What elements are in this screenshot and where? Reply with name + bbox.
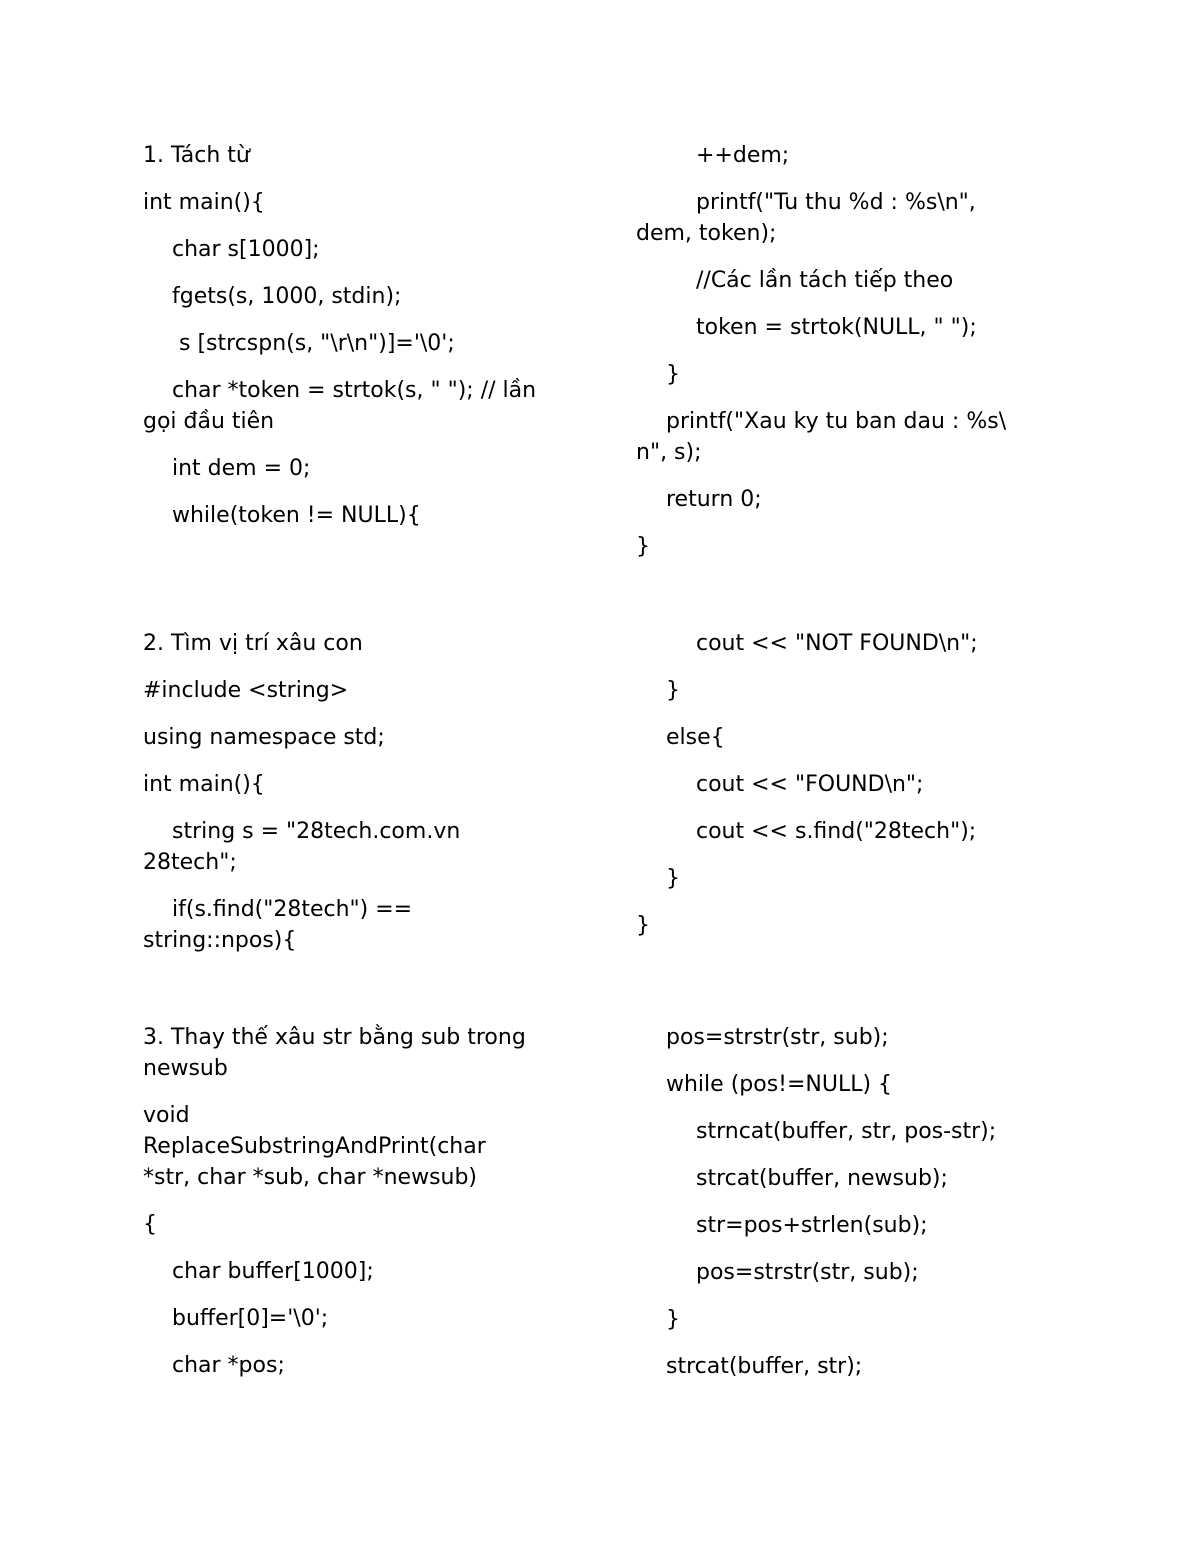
code-comment: //Các lần tách tiếp theo (696, 268, 954, 293)
section-2-right-column (636, 628, 1056, 957)
code-line-wrap: ReplaceSubstringAndPrint(char (143, 1134, 486, 1159)
code-line: int main(){ (143, 772, 265, 797)
code-line: buffer[0]='\0'; (172, 1306, 329, 1331)
code-line: printf("Xau ky tu ban dau : %s\ (666, 409, 1007, 434)
code-line: strncat(buffer, str, pos-str); (696, 1119, 997, 1144)
section-2-heading: 2. Tìm vị trí xâu con (143, 631, 363, 656)
code-line: string s = "28tech.com.vn (172, 819, 461, 844)
code-line: int main(){ (143, 190, 265, 215)
code-line: char buffer[1000]; (172, 1259, 374, 1284)
section-3-heading-wrap: newsub (143, 1056, 228, 1081)
code-line: else{ (666, 725, 725, 750)
code-line: } (666, 362, 680, 387)
code-line: } (666, 866, 680, 891)
code-line: fgets(s, 1000, stdin); (172, 284, 402, 309)
code-line-wrap: 28tech"; (143, 850, 237, 875)
section-1-right-column (636, 140, 1056, 578)
code-line: cout << s.find("28tech"); (696, 819, 977, 844)
code-line: cout << "FOUND\n"; (696, 772, 924, 797)
code-line: if(s.find("28tech") == (172, 897, 413, 922)
code-line: s [strcspn(s, "\r\n")]='\0'; (179, 331, 455, 356)
section-1-heading: 1. Tách từ (143, 143, 250, 168)
code-line: #include <string> (143, 678, 349, 703)
code-line: { (143, 1212, 157, 1237)
code-line: char *token = strtok(s, " "); // lần (172, 378, 537, 403)
code-line-wrap: n", s); (636, 440, 702, 465)
code-line-wrap: dem, token); (636, 221, 777, 246)
code-line: cout << "NOT FOUND\n"; (696, 631, 978, 656)
code-line: char *pos; (172, 1353, 285, 1378)
code-line: while (pos!=NULL) { (666, 1072, 893, 1097)
code-line-wrap: gọi đầu tiên (143, 409, 275, 434)
code-line: pos=strstr(str, sub); (696, 1260, 919, 1285)
section-1-left-column (143, 140, 573, 547)
code-line: int dem = 0; (172, 456, 311, 481)
code-line-wrap: string::npos){ (143, 928, 297, 953)
code-line: printf("Tu thu %d : %s\n", (696, 190, 976, 215)
section-2-left-column (143, 628, 573, 972)
code-line: using namespace std; (143, 725, 385, 750)
code-line-wrap: *str, char *sub, char *newsub) (143, 1165, 478, 1190)
code-line: token = strtok(NULL, " "); (696, 315, 977, 340)
code-line: } (636, 534, 650, 559)
code-line: char s[1000]; (172, 237, 320, 262)
code-line: while(token != NULL){ (172, 503, 421, 528)
code-line: strcat(buffer, newsub); (696, 1166, 948, 1191)
code-line: } (666, 678, 680, 703)
code-line: pos=strstr(str, sub); (666, 1025, 889, 1050)
code-line: ++dem; (696, 143, 790, 168)
code-line: return 0; (666, 487, 762, 512)
code-line: } (636, 913, 650, 938)
section-3-left-column (143, 1022, 573, 1397)
section-3-right-column (636, 1022, 1056, 1398)
code-line: } (666, 1307, 680, 1332)
code-line: void (143, 1103, 190, 1128)
code-line: str=pos+strlen(sub); (696, 1213, 928, 1238)
code-line: strcat(buffer, str); (666, 1354, 863, 1379)
section-3-heading: 3. Thay thế xâu str bằng sub trong (143, 1025, 526, 1050)
